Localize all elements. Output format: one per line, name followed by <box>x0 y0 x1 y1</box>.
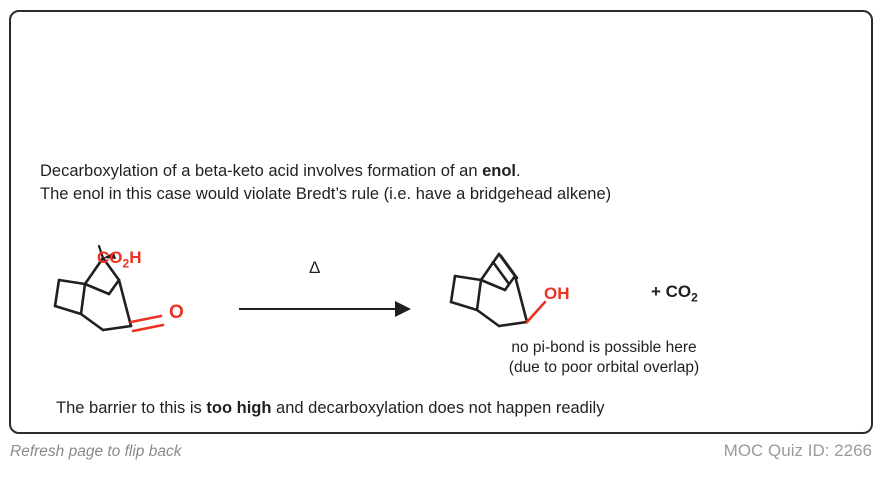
product-skeleton-icon <box>441 240 601 350</box>
oh-label: OH <box>544 284 570 303</box>
barrier-statement <box>56 399 604 418</box>
byproduct-label <box>651 282 698 304</box>
explanation-line-1 <box>40 160 840 183</box>
explanation-text <box>40 160 840 206</box>
co2h-label-sub: 2 <box>122 256 130 271</box>
reaction-scheme <box>31 240 855 380</box>
reactant-structure <box>41 240 211 350</box>
ketone-oxygen-label: O <box>169 302 184 323</box>
reaction-arrow <box>231 258 421 338</box>
pi-bond-note-line-2: (due to poor orbital overlap) <box>508 359 700 376</box>
barrier-prefix: The barrier to this is <box>56 399 207 417</box>
quiz-id-label: MOC Quiz ID: 2266 <box>723 441 872 460</box>
byproduct-text: + CO <box>651 282 692 301</box>
arrow-head-icon <box>395 301 411 317</box>
explanation-line-2: The enol in this case would violate Bredt’s rule (i.e. have a bridgehead alkene) <box>40 185 612 203</box>
barrier-bold: too high <box>206 399 272 417</box>
explanation-line-1-suffix: . <box>516 162 521 180</box>
quiz-answer-card <box>9 10 873 434</box>
refresh-hint: Refresh page to flip back <box>10 443 182 460</box>
co2h-label <box>97 248 141 270</box>
byproduct-sub: 2 <box>691 290 698 305</box>
explanation-line-1-prefix: Decarboxylation of a beta-keto acid involves formation of an <box>40 162 483 180</box>
co2h-label-h: H <box>129 248 142 267</box>
heat-condition-label: Δ <box>309 258 321 277</box>
pi-bond-note-line-1: no pi-bond is possible here <box>511 339 697 356</box>
barrier-suffix: and decarboxylation does not happen readily <box>271 399 605 417</box>
product-structure <box>441 240 601 350</box>
explanation-enol-bold: enol <box>482 162 516 180</box>
pi-bond-note <box>439 338 769 378</box>
arrow-shaft <box>239 308 401 310</box>
co2h-label-c-o: CO <box>97 248 123 267</box>
